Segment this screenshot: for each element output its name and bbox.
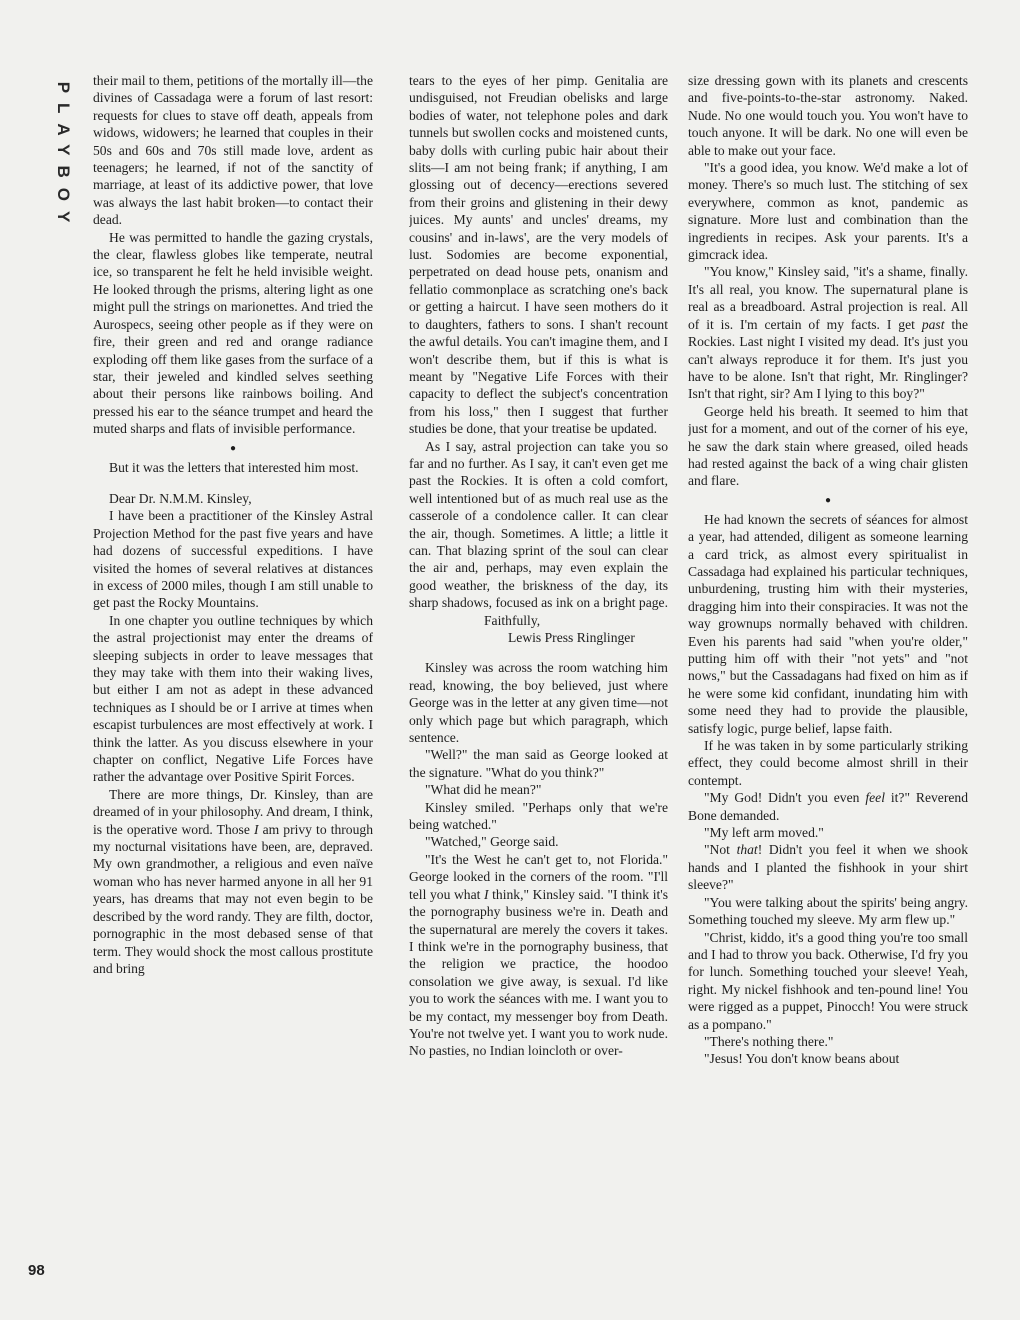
italic-run: I [253, 821, 259, 837]
paragraph: "My left arm moved." [704, 825, 824, 841]
section-divider: ● [824, 494, 832, 506]
text-run: "Not [704, 842, 737, 858]
paragraph: "What did he mean?" [425, 782, 542, 798]
text-run: There are more things, Dr. Kinsley, than are dreamed of in your philosophy. And dream, I think, is the operative word. Those [93, 786, 373, 837]
paragraph: Kinsley smiled. "Perhaps only that we're being watched." [409, 799, 668, 833]
text-run: ! Didn't you feel it when we shook hands and I planted the fishhook in your shirt sleeve?" [688, 842, 968, 893]
italic-run: that [736, 842, 758, 858]
column-3 [688, 72, 968, 1294]
magazine-name: PLAYBOY [54, 81, 73, 233]
paragraph: Kinsley was across the room watching him read, knowing, the boy believed, just where George was in the letter at any given time—not only which page but which paragraph, which sentence. [409, 660, 668, 746]
column-1 [93, 72, 373, 1294]
paragraph: tears to the eyes of her pimp. Genitalia are undisguised, not Freudian obelisks and large bodies of water, not telephone poles and dark tunnels but swollen cocks and moistened cunts, baby dolls with curling pubic hair about their slits—I am not being frank; if anything, I am glossing out of decency—erections severed from their groins and glistening in their dewy juices. My aunts' and uncles' dreams, my cousins' and in-laws', are the very models of lust. Sodomies are become exponential, perpetrated on dead house pets, onanism and fellatio commonplace as scratching one's back or getting a haircut. I have seen mothers do it to daughters, fathers to sons. I shan't recount the awful details. You can't imagine them, and I won't describe them, but if this is what is meant by "Negative Life Forces with their capacity to deflect the subject's concentration from his loss," then I suggest that further studies be done, that your treatise be updated. [409, 73, 668, 437]
text-run: the Rockies. Last night I visited my dead. It's just you can't always reproduce it for them. It's just you have to be alone. Isn't that right, Mr. Ringlinger? Isn't that right, sir? Am I lying to this boy?" [688, 316, 968, 402]
paragraph [688, 841, 968, 893]
letter-salutation: Dear Dr. N.M.M. Kinsley, [109, 490, 252, 506]
paragraph: "Well?" the man said as George looked at the signature. "What do you think?" [409, 747, 668, 780]
paragraph: George held his breath. It seemed to him that just for a moment, and out of the corner of his eye, he saw the dark stain where greased, oiled heads had rested against the back of a wing chair glisten and flare. [688, 403, 968, 489]
page-number: 98 [28, 1262, 45, 1279]
column-2 [409, 72, 668, 1294]
paragraph: If he was taken in by some particularly striking effect, they could become almost shrill in their contempt. [688, 738, 968, 788]
paragraph: In one chapter you outline techniques by which the astral projectionist may enter the dreams of sleeping subjects in order to leave messages that they may take with them into their waking lives, but either I am not as adept in these advanced techniques as I should be or I arrive at times when escapist turbulences are most effectively at work. I think the latter. As you discuss elsewhere in your chapter on conflict, Negative Life Forces have rather the advantage over Positive Spirit Forces. [93, 612, 373, 785]
paragraph: size dressing gown with its planets and crescents and five-points-to-the-star astronomy. Naked. Nude. No one would touch you. You won't have to touch anyone. It will be dark. No one will even be able to make out your face. [688, 73, 968, 158]
running-head [49, 72, 77, 242]
text-run: "You know," Kinsley said, "it's a shame, finally. It's all real, you know. The supernatural plane is real as a breadboard. Astral projection is real. All of it is. I'm certain of my facts. I get [688, 264, 968, 332]
paragraph [688, 263, 968, 402]
text-run: think," Kinsley said. "I think it's the pornography business we're in. Death and the supernatural are merely the covers it takes. I think we're in the pornography business, that the religion we practice, the hoodoo consolation we give away, is sexual. I'd like you to work the séances with me. I want you to be my contact, my messenger boy from Death. You're not twelve yet. I want you to work nude. No pasties, no Indian loincloth or over- [409, 886, 668, 1059]
text-run: it?" Reverend Bone demanded. [688, 790, 968, 823]
italic-run: I [484, 886, 489, 902]
paragraph: "Jesus! You don't know beans about [704, 1051, 900, 1067]
paragraph [93, 786, 373, 977]
paragraph [409, 851, 668, 1060]
italic-run: feel [865, 790, 885, 806]
paragraph: He was permitted to handle the gazing crystals, the clear, flawless globes like temperate, neutral ice, so transparent he felt he held invisible weight. He looked through the prisms, altering light as one might pull the strings on marionettes. And tried the Aurospecs, seeing other people as if they were on fire, their green and red and orange radiance exploding off them like gases from the surface of a star, their jeweled and kindled selves seething about their persons like rainbows boiling. And pressed his ear to the séance trumpet and heard the muted sharps and flats of invisible performance. [93, 229, 373, 437]
paragraph: "Christ, kiddo, it's a good thing you're too small and I had to throw you back. Otherwise, I'd fry you for lunch. Something touched your sleeve! Yeah, right. My nickel fishhook and ten-pound line! You were rigged as a puppet, Pinocch! You were struck as a pompano." [688, 929, 968, 1032]
paragraph: I have been a practitioner of the Kinsley Astral Projection Method for the past five years and have had dozens of successful expeditions. I have visited the homes of several relatives at distances in excess of 2000 miles, though I am still unable to get past the Rocky Mountains. [93, 508, 373, 611]
letter-signature: Lewis Press Ringlinger [508, 630, 635, 645]
paragraph [688, 789, 968, 824]
italic-run: past [921, 316, 945, 332]
paragraph: He had known the secrets of séances for almost a year, had attended, diligent as someone learning a card trick, as almost every spiritualist in Cassadaga had explained his particular techniques, unburdening, trusting him with their mysteries, dragging him into their conspiracies. It was not the way grownups normally behaved with children. Even his parents had said "when you're older," putting him off with their "not yets" and "not nows," but the Cassadagans had fixed on him as if he were some kid confidant, inundating him with some need they had to provide the plausible, satisfy logic, purge belief, lapse faith. [688, 511, 968, 736]
paragraph: "Watched," George said. [425, 834, 559, 850]
paragraph: But it was the letters that interested him most. [109, 459, 359, 475]
letter-closing: Faithfully, [484, 612, 541, 628]
text-run: "It's the West he can't get to, not Florida." George looked in the corners of the room. "I'll tell you what [409, 851, 668, 902]
paragraph: their mail to them, petitions of the mortally ill—the divines of Cassadaga were a forum of last resort: requests for clues to stave off death, appeals from widows, widowers; he learned that couples in their 50s and 60s and 70s still made love, ardent as teenagers; he learned, if not of the sanctity of marriage, at least of its addictive power, that love was always the last habit broken—to contact their dead. [93, 73, 373, 228]
paragraph: "It's a good idea, you know. We'd make a lot of money. There's so much lust. The stitching of sex everywhere, common as knot, pandemic as signature. More lust and combination than the ingredients in recipes. Ask your parents. It's a gimcrack idea. [688, 160, 968, 263]
section-divider: ● [229, 442, 237, 454]
text-run: am privy to through my nocturnal visitations have been, are, depraved. My own grandmother, a religious and even naïve woman who has never harmed anyone in all her 91 years, has dreams that may not even begin to be described by the word randy. They are filth, doctor, pornographic in the most debased sense of that term. They would shock the most callous prostitute and bring [93, 821, 373, 976]
text-run: "My God! Didn't you even [704, 790, 866, 806]
paragraph: "There's nothing there." [704, 1033, 834, 1049]
paragraph: As I say, astral projection can take you so far and no further. As I say, it can't even get me past the Rockies. It is often a cold comfort, well intentioned but of as much real use as the casserole of a condolence caller. It can clear the air, though. Sometimes. A little; a little it can. That blazing sprint of the soul can clear the air and, perhaps, may even explain the good weather, the briskness of the day, its sharp shadows, focused as ink on a bright page. [409, 438, 668, 611]
paragraph: "You were talking about the spirits' being angry. Something touched my sleeve. My arm flew up." [688, 894, 968, 928]
